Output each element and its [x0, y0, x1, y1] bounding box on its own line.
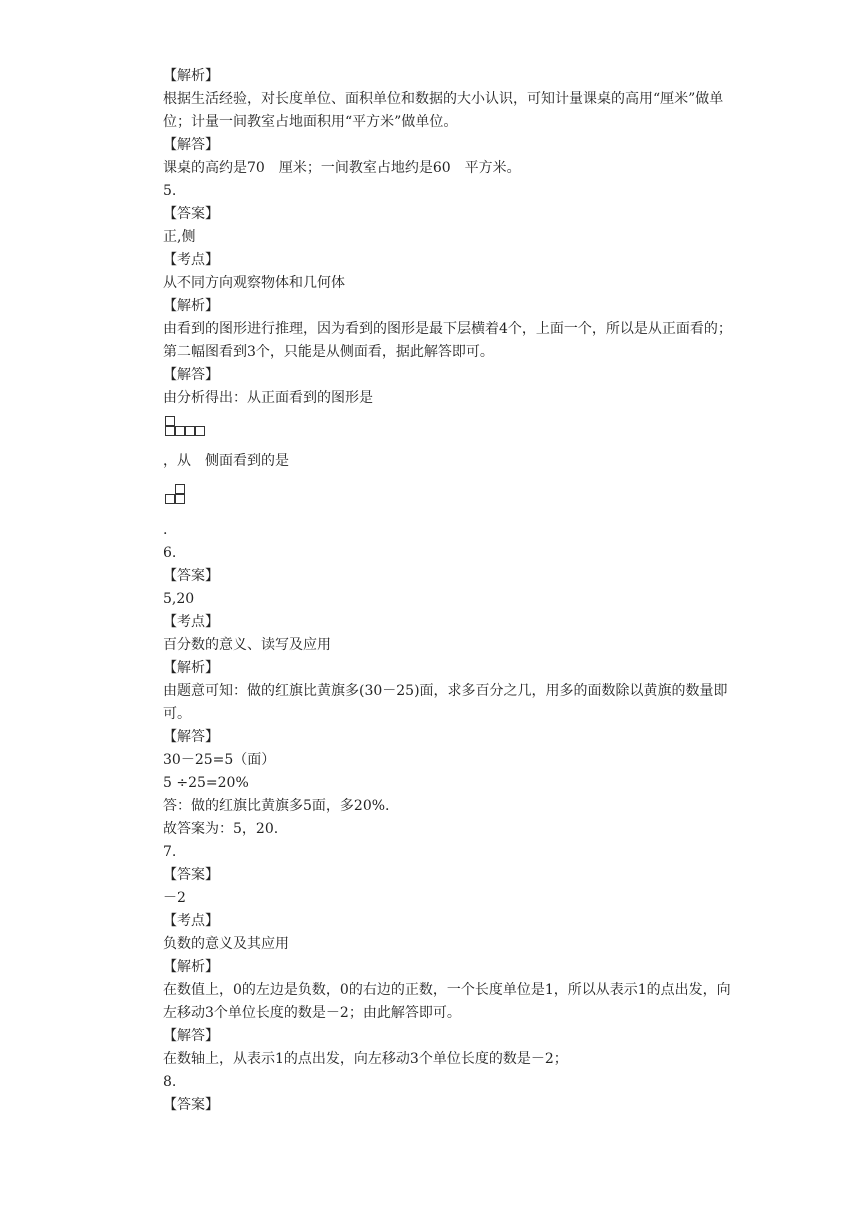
- topic-text: 从不同方向观察物体和几何体: [163, 275, 345, 291]
- section-heading-answer: 【答案】: [163, 206, 219, 222]
- front-view-figure: [163, 414, 738, 442]
- section-heading-solution: 【解答】: [163, 729, 219, 745]
- section-heading-topic: 【考点】: [163, 252, 219, 268]
- cube-square: [175, 484, 185, 494]
- cube-square: [165, 426, 175, 436]
- question-number: 8.: [163, 1074, 177, 1090]
- section-heading-topic: 【考点】: [163, 913, 219, 929]
- section-heading-answer: 【答案】: [163, 1097, 219, 1113]
- solution-text: ，从 侧面看到的是: [163, 453, 289, 469]
- cube-square: [175, 494, 185, 504]
- solution-text: .: [163, 522, 168, 538]
- question-number: 6.: [163, 545, 177, 561]
- section-heading-solution: 【解答】: [163, 1028, 219, 1044]
- section-heading-solution: 【解答】: [163, 367, 219, 383]
- analysis-text: 由看到的图形进行推理，因为看到的图形是最下层横着4个，上面一个，所以是从正面看的；: [163, 321, 732, 337]
- cube-square: [185, 426, 195, 436]
- topic-text: 负数的意义及其应用: [163, 936, 289, 952]
- section-heading-topic: 【考点】: [163, 614, 219, 630]
- solution-text: 由分析得出：从正面看到的图形是: [163, 390, 373, 406]
- question-number: 5.: [163, 183, 177, 199]
- answer-text: 正,侧: [163, 229, 196, 245]
- section-heading-answer: 【答案】: [163, 568, 219, 584]
- cube-square: [165, 416, 175, 426]
- solution-text: 答：做的红旗比黄旗多5面，多20%.: [163, 798, 390, 814]
- topic-text: 百分数的意义、读写及应用: [163, 637, 331, 653]
- section-heading-analysis: 【解析】: [163, 959, 219, 975]
- cube-square: [195, 426, 205, 436]
- solution-text: 故答案为：5，20.: [163, 821, 279, 837]
- solution-text: 30－25=5（面）: [163, 752, 276, 768]
- analysis-text: 在数值上，0的左边是负数，0的右边的正数，一个长度单位是1，所以从表示1的点出发，向左移动3个单位长度的数是－2；由此解答即可。: [163, 982, 731, 1021]
- analysis-text: 由题意可知：做的红旗比黄旗多(30－25)面，求多百分之几，用多的面数除以黄旗的数量即可。: [163, 683, 728, 722]
- cube-square: [175, 426, 185, 436]
- solution-text: 5 ÷25=20%: [163, 775, 249, 791]
- answer-explanations: [163, 65, 738, 1117]
- question-number: 7.: [163, 844, 177, 860]
- section-heading-answer: 【答案】: [163, 867, 219, 883]
- analysis-text: 第二幅图看到3个，只能是从侧面看，据此解答即可。: [163, 344, 494, 360]
- solution-text: 在数轴上，从表示1的点出发，向左移动3个单位长度的数是－2；: [163, 1051, 568, 1067]
- cube-square: [165, 494, 175, 504]
- section-heading-analysis: 【解析】: [163, 298, 219, 314]
- answer-text: －2: [163, 890, 186, 906]
- section-heading-solution: 【解答】: [163, 137, 219, 153]
- section-heading-analysis: 【解析】: [163, 68, 219, 84]
- analysis-text: 根据生活经验，对长度单位、面积单位和数据的大小认识，可知计量课桌的高用“厘米”做单位；计量一间教室占地面积用“平方米”做单位。: [163, 91, 724, 130]
- side-view-figure: [163, 481, 738, 511]
- section-heading-analysis: 【解析】: [163, 660, 219, 676]
- answer-text: 5,20: [163, 591, 195, 607]
- solution-text: 课桌的高约是70 厘米；一间教室占地约是60 平方米。: [163, 160, 521, 176]
